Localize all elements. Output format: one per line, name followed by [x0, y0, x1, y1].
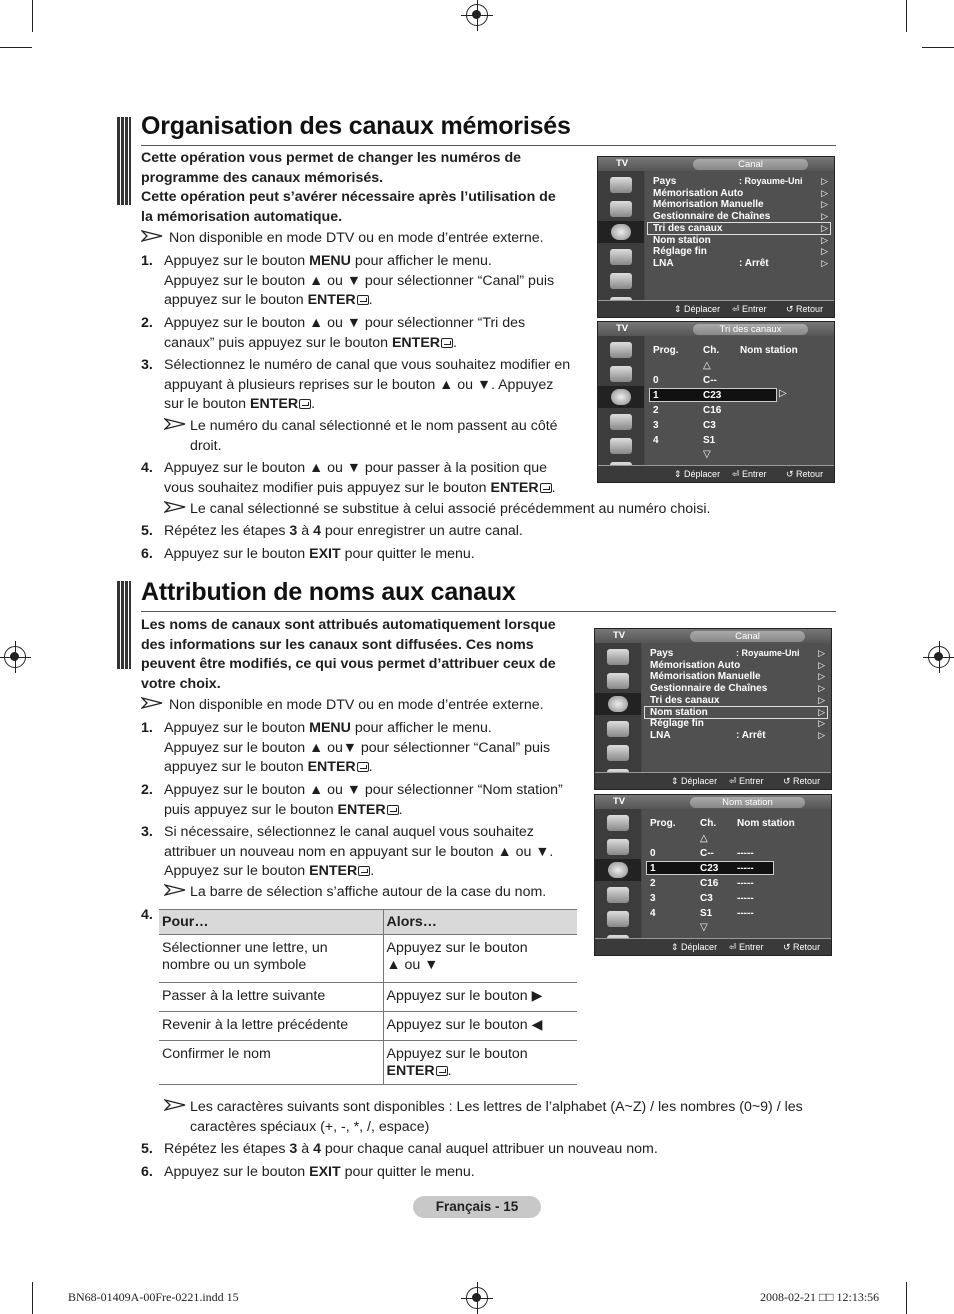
section1-title: Organisation des canaux mémorisés [141, 112, 571, 140]
setup-icon [607, 887, 629, 903]
osd-tab-canal: Canal [690, 631, 805, 642]
section1-intro [141, 149, 581, 228]
back-hint: ↺ Retour [783, 942, 821, 952]
section2-title: Attribution de noms aux canaux [141, 578, 516, 606]
step-text: Appuyez sur le bouton ▲ ou ▼ pour passer à la position que vous souhaitez modifier puis appuyez sur le bouton ENTER . [164, 460, 556, 496]
step-number: 3. [141, 824, 153, 840]
table-header-row [159, 910, 577, 935]
scroll-down-icon[interactable]: ▽ [700, 922, 708, 933]
registration-mark-icon [4, 646, 26, 668]
osd-tv-label: TV [613, 630, 626, 641]
instruction-table [159, 909, 577, 1085]
crop-mark [906, 0, 907, 32]
intro-line: la mémorisation automatique. [141, 209, 343, 226]
prog-cell: 1 [650, 863, 656, 874]
osd-tv-label: TV [613, 796, 626, 807]
table-header: Pour… [159, 910, 383, 935]
ch-cell: C-- [703, 375, 717, 386]
enter-hint: ⏎ Entrer [732, 469, 767, 479]
section-rule [141, 611, 836, 612]
sound-icon [610, 366, 632, 382]
osd-menu-list [642, 643, 831, 773]
scroll-up-icon[interactable]: △ [700, 833, 708, 844]
step-number: 6. [141, 1164, 153, 1180]
osd-menu-item[interactable]: Réglage fin ▷ [653, 246, 828, 257]
osd-footer [598, 300, 834, 317]
table-row [159, 1012, 577, 1041]
osd-menu-item[interactable]: Pays : Royaume-Uni ▷ [650, 648, 825, 659]
col-ch: Ch. [703, 345, 720, 356]
step-number: 2. [141, 315, 153, 331]
osd-menu-item[interactable]: Mémorisation Auto ▷ [650, 660, 825, 671]
note-arrow-icon [141, 230, 163, 242]
picture-icon [607, 815, 629, 831]
prog-cell: 3 [650, 893, 656, 904]
name-cell: ----- [737, 878, 754, 889]
table-cell: Confirmer le nom [159, 1041, 383, 1085]
col-prog: Prog. [653, 345, 679, 356]
note-text [190, 1098, 840, 1137]
osd-menu-item[interactable]: Gestionnaire de Chaînes ▷ [653, 211, 828, 222]
osd-menu-item[interactable]: Pays : Royaume-Uni ▷ [653, 176, 828, 187]
intro-line: Les noms de canaux sont attribués automatiquement lorsque [141, 617, 556, 633]
enter-icon [441, 338, 453, 348]
section-bar [117, 581, 131, 669]
crop-mark [922, 47, 954, 48]
osd-sidebar [595, 643, 641, 773]
ch-cell: C16 [700, 878, 719, 889]
note-arrow-icon [164, 1099, 186, 1111]
ch-cell: C23 [700, 863, 719, 874]
step-number: 3. [141, 357, 153, 373]
osd-menu-item[interactable]: Tri des canaux ▷ [653, 223, 828, 234]
sound-icon [610, 201, 632, 217]
tv-menu-nom-station [594, 794, 832, 956]
crop-mark [32, 1282, 33, 1314]
step-text: Appuyez sur le bouton ▲ ou ▼ pour sélectionner “Tri des canaux” puis appuyez sur le bouton ENTER . [164, 315, 526, 351]
table-cell: Appuyez sur le bouton ▲ ou ▼ [383, 935, 577, 983]
sound-icon [607, 673, 629, 689]
enter-icon [358, 866, 370, 876]
note-line: droit. [190, 437, 222, 454]
note-line: caractères spéciaux (+, -, *, /, espace) [190, 1118, 430, 1135]
step-text: Appuyez sur le bouton MENU pour afficher le menu. Appuyez sur le bouton ▲ ou▼ pour sélectionner “Canal” puis appuyez sur le bouton ENTER . [164, 720, 551, 776]
osd-channel-table [645, 336, 834, 466]
enter-icon [436, 1066, 448, 1076]
step-number: 5. [141, 523, 153, 539]
enter-hint: ⏎ Entrer [732, 304, 767, 314]
registration-mark-icon [466, 1287, 488, 1309]
name-cell: ----- [737, 908, 754, 919]
intro-line: peuvent être modifiés, ce qui vous permet d’attribuer ceux de [141, 656, 556, 673]
step-text: Répétez les étapes 3 à 4 pour chaque canal auquel attribuer un nouveau nom. [164, 1141, 658, 1157]
picture-icon [610, 177, 632, 193]
table-cell: Revenir à la lettre précédente [159, 1012, 383, 1041]
ch-cell: S1 [700, 908, 713, 919]
enter-icon [357, 295, 369, 305]
osd-tab-nom: Nom station [690, 797, 805, 808]
note-text: Le canal sélectionné se substitue à celui associé précédemment au numéro choisi. [190, 501, 711, 517]
table-row [159, 1041, 577, 1085]
osd-sidebar [598, 171, 644, 301]
table-row [159, 935, 577, 983]
table-cell: Appuyez sur le bouton ENTER . [383, 1041, 577, 1085]
name-cell: ----- [737, 848, 754, 859]
step-text: Appuyez sur le bouton EXIT pour quitter le menu. [164, 546, 475, 562]
setup-icon [610, 414, 632, 430]
osd-menu-item[interactable]: Réglage fin ▷ [650, 718, 825, 729]
prog-cell: 3 [653, 420, 659, 431]
note-arrow-icon [164, 501, 186, 513]
osd-sidebar [595, 809, 641, 939]
step-number: 4. [141, 907, 153, 923]
registration-mark-icon [928, 646, 950, 668]
osd-tab-canal: Canal [693, 159, 808, 170]
osd-sidebar [598, 336, 644, 466]
step-text: Appuyez sur le bouton ▲ ou ▼ pour sélectionner “Nom station” puis appuyez sur le bouton ENTER . [164, 782, 563, 818]
step-text: Appuyez sur le bouton EXIT pour quitter le menu. [164, 1164, 475, 1180]
osd-channel-table [642, 809, 831, 939]
picture-icon [610, 342, 632, 358]
prog-cell: 2 [653, 405, 659, 416]
name-cell: ----- [737, 863, 754, 874]
table-cell: Passer à la lettre suivante [159, 983, 383, 1012]
crop-mark [32, 0, 33, 32]
table-cell: Sélectionner une lettre, un nombre ou un symbole [159, 935, 383, 983]
intro-line: Cette opération vous permet de changer les numéros de [141, 150, 522, 166]
footer-timestamp: 2008-02-21 □□ 12:13:56 [760, 1290, 880, 1304]
note-arrow-icon [164, 418, 186, 430]
enter-icon [299, 399, 311, 409]
enter-hint: ⏎ Entrer [729, 942, 764, 952]
channel-icon [595, 693, 641, 715]
section2-intro [141, 616, 581, 695]
step-number: 5. [141, 1141, 153, 1157]
crop-mark [906, 1282, 907, 1314]
osd-menu-item[interactable]: Mémorisation Manuelle ▷ [650, 671, 825, 682]
prog-cell: 0 [653, 375, 659, 386]
step-number: 2. [141, 782, 153, 798]
osd-tv-label: TV [616, 158, 629, 169]
back-hint: ↺ Retour [786, 304, 824, 314]
osd-menu-item[interactable]: Nom station ▷ [650, 707, 825, 718]
ch-cell: C16 [703, 405, 722, 416]
osd-menu-item[interactable]: Mémorisation Manuelle ▷ [653, 199, 828, 210]
ch-cell: S1 [703, 435, 716, 446]
sound-icon [607, 839, 629, 855]
tv-menu-canal [597, 156, 835, 318]
osd-footer [598, 465, 834, 482]
step-number: 4. [141, 460, 153, 476]
table-cell: Appuyez sur le bouton ◀ [383, 1012, 577, 1041]
tv-menu-tri [597, 321, 835, 483]
osd-menu-item[interactable]: LNA : Arrêt ▷ [653, 258, 828, 269]
intro-line: Cette opération peut s’avérer nécessaire après l’utilisation de [141, 189, 556, 206]
note-text: La barre de sélection s’affiche autour de la case du nom. [190, 884, 547, 900]
intro-line: programme des canaux mémorisés. [141, 169, 384, 186]
step-text: Si nécessaire, sélectionnez le canal auquel vous souhaitez attribuer un nouveau nom en appuyant sur le bouton ▲ ou ▼. Appuyez sur le bouton ENTER . [164, 824, 554, 880]
prog-cell: 4 [653, 435, 659, 446]
step-number: 1. [141, 720, 153, 736]
osd-footer [595, 772, 831, 789]
section-bar [117, 117, 131, 205]
enter-icon [357, 762, 369, 772]
channel-icon [595, 859, 641, 881]
tv-menu-canal-2 [594, 628, 832, 790]
ch-cell: C3 [703, 420, 716, 431]
note-text: Non disponible en mode DTV ou en mode d’entrée externe. [169, 697, 544, 713]
move-hint: ⇕ Déplacer [674, 469, 721, 479]
setup-icon [607, 721, 629, 737]
input-icon [610, 273, 632, 289]
ch-cell: C3 [700, 893, 713, 904]
note-line: Les caractères suivants sont disponibles : Les lettres de l’alphabet (A~Z) / les nombres (0~9) / les [190, 1099, 803, 1115]
channel-icon [598, 221, 644, 243]
scroll-up-icon[interactable]: △ [703, 360, 711, 371]
osd-footer [595, 938, 831, 955]
prog-cell: 0 [650, 848, 656, 859]
setup-icon [610, 249, 632, 265]
osd-menu-item[interactable]: Mémorisation Auto ▷ [653, 188, 828, 199]
step-text: Répétez les étapes 3 à 4 pour enregistrer un autre canal. [164, 523, 523, 539]
step-number: 1. [141, 253, 153, 269]
col-ch: Ch. [700, 818, 717, 829]
note-text: Non disponible en mode DTV ou en mode d’entrée externe. [169, 230, 544, 246]
move-hint: ⇕ Déplacer [674, 304, 721, 314]
back-hint: ↺ Retour [783, 776, 821, 786]
move-hint: ⇕ Déplacer [671, 776, 718, 786]
osd-menu-list [645, 171, 834, 301]
prog-cell: 4 [650, 908, 656, 919]
step-number: 6. [141, 546, 153, 562]
osd-menu-item[interactable]: Nom station ▷ [653, 235, 828, 246]
page-number-badge: Français - 15 [413, 1196, 541, 1218]
intro-line: des informations sur les canaux sont diffusées. Ces noms [141, 636, 534, 653]
osd-tab-tri: Tri des canaux [693, 324, 808, 335]
note-arrow-icon [141, 697, 163, 709]
intro-line: votre choix. [141, 676, 221, 693]
col-name: Nom station [740, 345, 798, 356]
scroll-down-icon[interactable]: ▽ [703, 449, 711, 460]
osd-menu-item[interactable]: Gestionnaire de Chaînes ▷ [650, 683, 825, 694]
step-text: Sélectionnez le numéro de canal que vous souhaitez modifier en appuyant à plusieurs reprises sur le bouton ▲ ou ▼. Appuyez sur le bouton ENTER . [164, 357, 571, 413]
crop-mark [0, 47, 32, 48]
back-hint: ↺ Retour [786, 469, 824, 479]
picture-icon [607, 649, 629, 665]
section-rule [141, 145, 836, 146]
input-icon [610, 438, 632, 454]
channel-icon [598, 386, 644, 408]
prog-cell: 1 [653, 390, 659, 401]
ch-cell: C-- [700, 848, 714, 859]
input-icon [607, 911, 629, 927]
note-text [190, 417, 590, 456]
enter-icon [540, 483, 552, 493]
input-icon [607, 745, 629, 761]
registration-mark-icon [466, 4, 488, 26]
osd-tv-label: TV [616, 323, 629, 334]
table-header: Alors… [383, 910, 577, 935]
step-text: Appuyez sur le bouton MENU pour afficher le menu. Appuyez sur le bouton ▲ ou ▼ pour sélectionner “Canal” puis appuyez sur le bouton ENTER . [164, 253, 555, 309]
move-hint: ⇕ Déplacer [671, 942, 718, 952]
table-cell: Appuyez sur le bouton ▶ [383, 983, 577, 1012]
table-row [159, 983, 577, 1012]
footer-file-info: BN68-01409A-00Fre-0221.indd 15 [68, 1290, 239, 1304]
osd-menu-item[interactable]: Tri des canaux ▷ [650, 695, 825, 706]
col-name: Nom station [737, 818, 795, 829]
osd-arrow-right-icon: ▷ [779, 388, 787, 399]
name-cell: ----- [737, 893, 754, 904]
note-line: Le numéro du canal sélectionné et le nom passent au côté [190, 418, 558, 434]
col-prog: Prog. [650, 818, 676, 829]
ch-cell: C23 [703, 390, 722, 401]
enter-icon [387, 805, 399, 815]
note-arrow-icon [164, 884, 186, 896]
prog-cell: 2 [650, 878, 656, 889]
enter-hint: ⏎ Entrer [729, 776, 764, 786]
osd-menu-item[interactable]: LNA : Arrêt ▷ [650, 730, 825, 741]
